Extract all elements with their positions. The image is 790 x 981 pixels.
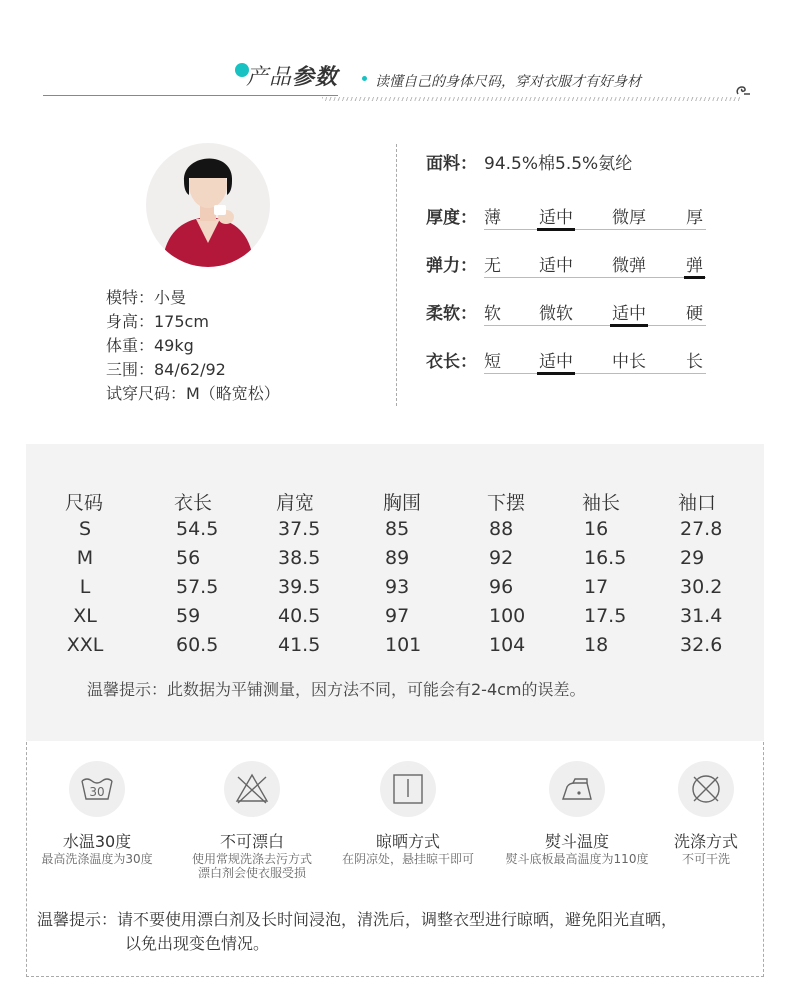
size-table-cell: 60.5 xyxy=(176,634,219,656)
model-weight: 体重：49kg xyxy=(106,336,194,355)
header-rule xyxy=(43,95,338,96)
param-baseline xyxy=(484,229,706,230)
param-option: 微软 xyxy=(539,304,573,324)
subtitle-bullet xyxy=(362,76,367,81)
size-table-cell: 32.6 xyxy=(680,634,723,656)
param-option: 无 xyxy=(484,256,501,276)
size-table-cell: 16.5 xyxy=(584,547,627,569)
size-table-header: 胸围 xyxy=(383,492,422,514)
param-option: 微弹 xyxy=(612,256,646,276)
title-bold: 参数 xyxy=(292,65,339,90)
section-title xyxy=(246,60,338,91)
care-title: 晾晒方式 xyxy=(375,832,440,851)
param-option: 微厚 xyxy=(612,208,646,228)
size-table-cell: 17.5 xyxy=(584,605,627,627)
section-subtitle: 读懂自己的身体尺码，穿对衣服才有好身材 xyxy=(375,74,641,90)
param-row xyxy=(426,347,716,377)
param-option: 短 xyxy=(484,352,501,372)
param-selected-marker xyxy=(537,372,575,375)
care-desc: 熨斗底板最高温度为110度 xyxy=(505,852,649,866)
size-table-header: 袖长 xyxy=(582,492,621,514)
model-avatar xyxy=(146,143,270,267)
size-table-cell: 89 xyxy=(385,547,410,569)
param-option: 适中 xyxy=(539,256,573,276)
model-measurements: 三围：84/62/92 xyxy=(106,360,226,379)
size-table-cell: 104 xyxy=(489,634,526,656)
param-option: 适中 xyxy=(612,304,646,324)
fabric-value: 94.5%棉5.5%氨纶 xyxy=(484,154,633,174)
fabric-label: 面料： xyxy=(426,154,477,174)
param-option: 长 xyxy=(686,352,703,372)
size-table-header: 尺码 xyxy=(65,492,104,514)
care-desc: 使用常规洗涤去污方式 xyxy=(191,852,312,866)
param-row xyxy=(426,251,716,281)
size-table-cell: 40.5 xyxy=(278,605,321,627)
care-desc: 在阴凉处，悬挂晾干即可 xyxy=(341,852,474,866)
care-title: 洗涤方式 xyxy=(673,832,738,851)
care-desc: 不可干洗 xyxy=(681,852,730,866)
care-title: 不可漂白 xyxy=(219,832,284,851)
param-option: 硬 xyxy=(686,304,703,324)
dry-shade-icon xyxy=(380,761,436,817)
size-table-cell: 101 xyxy=(385,634,422,656)
title-light: 产品 xyxy=(246,65,293,90)
param-option: 适中 xyxy=(539,208,573,228)
size-table-cell: S xyxy=(78,518,92,540)
param-option: 软 xyxy=(484,304,501,324)
model-height: 身高：175cm xyxy=(106,312,209,331)
size-table-cell: 41.5 xyxy=(278,634,321,656)
param-row xyxy=(426,203,716,233)
size-table-cell: 97 xyxy=(385,605,410,627)
size-table-cell: 59 xyxy=(176,605,201,627)
size-table-cell: 27.8 xyxy=(680,518,723,540)
param-option: 厚 xyxy=(686,208,703,228)
size-table-cell: 18 xyxy=(584,634,609,656)
size-table-cell: 31.4 xyxy=(680,605,723,627)
size-table-cell: 96 xyxy=(489,576,514,598)
no-dryclean-icon xyxy=(678,761,734,817)
size-table-header: 肩宽 xyxy=(276,492,315,514)
swirl-icon xyxy=(735,82,751,96)
size-table-cell: 39.5 xyxy=(278,576,321,598)
param-selected-marker xyxy=(684,276,705,279)
size-table-cell: 92 xyxy=(489,547,514,569)
care-title: 熨斗温度 xyxy=(544,832,609,851)
size-table-header: 下摆 xyxy=(487,492,526,514)
param-option: 中长 xyxy=(612,352,646,372)
iron-icon xyxy=(549,761,605,817)
size-table-cell: L xyxy=(79,576,91,598)
size-table-cell: 85 xyxy=(385,518,410,540)
size-table-cell: 57.5 xyxy=(176,576,219,598)
param-label: 衣长： xyxy=(426,352,477,372)
param-row xyxy=(426,299,716,329)
size-table-header: 衣长 xyxy=(174,492,213,514)
vertical-divider xyxy=(396,144,397,406)
header-dashed-rule xyxy=(322,97,742,101)
fabric-row xyxy=(426,149,716,179)
wash-tub-icon xyxy=(69,761,125,817)
size-table-cell: XXL xyxy=(66,634,104,656)
size-table-cell: 56 xyxy=(176,547,201,569)
size-table-cell: 93 xyxy=(385,576,410,598)
model-name: 模特：小曼 xyxy=(106,288,187,307)
size-table-cell: 54.5 xyxy=(176,518,219,540)
size-table-cell: 30.2 xyxy=(680,576,723,598)
size-table-note: 温馨提示：此数据为平铺测量，因方法不同，可能会有2-4cm的误差。 xyxy=(87,680,586,699)
param-option: 弹 xyxy=(686,256,703,276)
care-title: 水温30度 xyxy=(62,832,132,851)
param-selected-marker xyxy=(610,324,648,327)
param-option: 适中 xyxy=(539,352,573,372)
param-label: 弹力： xyxy=(426,256,477,276)
care-note-line2: 以免出现变色情况。 xyxy=(125,934,270,953)
size-table-cell: 16 xyxy=(584,518,609,540)
no-bleach-icon xyxy=(224,761,280,817)
size-table-cell: 100 xyxy=(489,605,526,627)
param-baseline xyxy=(484,277,706,278)
size-table-cell: XL xyxy=(73,605,97,627)
size-table-cell: M xyxy=(76,547,94,569)
size-table-cell: 38.5 xyxy=(278,547,321,569)
care-desc: 最高洗涤温度为30度 xyxy=(41,852,153,866)
param-option: 薄 xyxy=(484,208,501,228)
size-table-cell: 17 xyxy=(584,576,609,598)
wash-temp-text: 30 xyxy=(89,785,105,799)
param-selected-marker xyxy=(537,228,575,231)
size-table-cell: 37.5 xyxy=(278,518,321,540)
param-baseline xyxy=(484,373,706,374)
size-table-cell: 29 xyxy=(680,547,705,569)
size-table-cell: 88 xyxy=(489,518,514,540)
param-label: 厚度： xyxy=(426,208,477,228)
size-table-header: 袖口 xyxy=(678,492,717,514)
model-trial-size: 试穿尺码：M（略宽松） xyxy=(106,384,280,403)
care-note-line1: 温馨提示：请不要使用漂白剂及长时间浸泡，清洗后，调整衣型进行晾晒，避免阳光直晒， xyxy=(37,910,678,929)
param-label: 柔软： xyxy=(426,304,477,324)
care-desc: 漂白剂会使衣服受损 xyxy=(197,866,306,880)
param-baseline xyxy=(484,325,706,326)
